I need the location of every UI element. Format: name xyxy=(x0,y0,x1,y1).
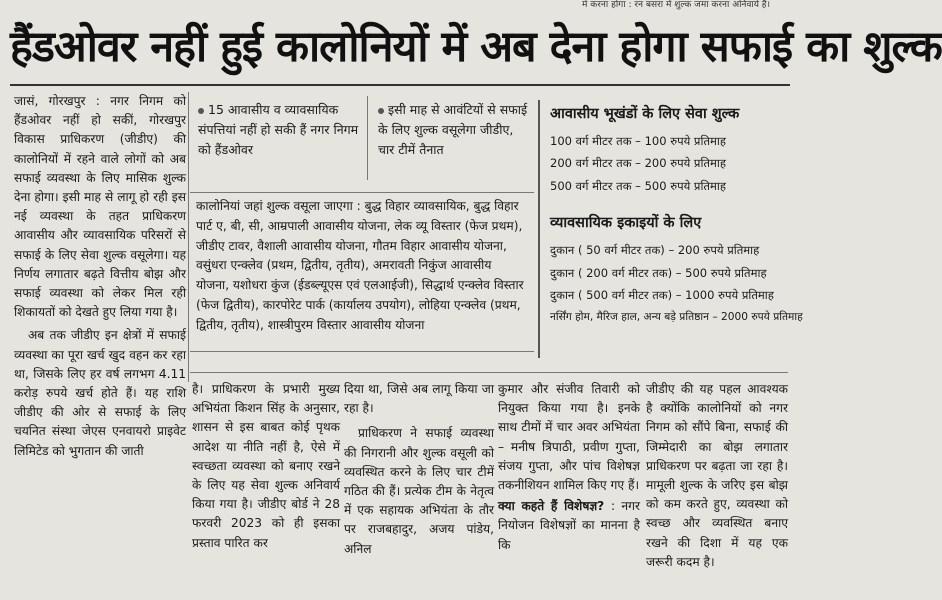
lead-paragraph-1: जासं, गोरखपुर : नगर निगम को हैंडओवर नहीं हो सकीं, गोरखपुर विकास प्राधिकरण (जीडीए) की कालोनियों में रहने वाले लोगों को अब सफाई व्यवस्था के लिए मासिक शुल्क देना होगा। इसी माह से लागू हो रही इस नई व्यवस्था के तहत प्राधिकरण आवासीय और व्यावसायिक परिसरों से सफाई के लिए सेवा शुल्क वसूलेगा। यह निर्णय लगातार बढ़ते वित्तीय बोझ और सफाई व्यवस्था को लेकर मिल रही शिकायतों को देखते हुए लिया गया है। xyxy=(14,94,186,320)
highlight-box-2 xyxy=(372,96,536,180)
body-paragraph: दिया था, जिसे अब लागू किया जा रहा है। xyxy=(344,382,494,416)
highlight-text-1: 15 आवासीय व व्यावसायिक संपत्तियां नहीं हो सकी हैं नगर निगम को हैंडओवर xyxy=(198,102,359,157)
column-divider xyxy=(188,92,189,382)
fee-table-box xyxy=(538,100,803,358)
body-paragraph: है। प्राधिकरण के प्रभारी मुख्य अभियंता किशन सिंह के अनुसार, शासन से इस बाबत कोई पृथक आदेश या नीति नहीं है, ऐसे में स्वच्छता व्यवस्था को बनाए रखने के लिए यह सेवा शुल्क अनिवार्य किया गया है। जीडीए बोर्ड ने 28 फरवरी 2023 को ही इसका प्रस्ताव पारित कर xyxy=(192,382,340,550)
commercial-fee-row: दुकान ( 200 वर्ग मीटर तक) – 500 रुपये प्रतिमाह xyxy=(550,265,767,280)
residential-fee-row: 200 वर्ग मीटर तक – 200 रुपये प्रतिमाह xyxy=(550,156,726,171)
body-paragraph: कुमार और संजीव तिवारी को नियुक्त किया गया है। इनके साथ टीमों में चार अवर अभियंता – मनीष त्रिपाठी, प्रवीण गुप्ता, संजय गुप्ता, और पांच विशेषज्ञ तकनीशियन शामिल किए गए हैं। xyxy=(498,382,640,493)
lead-column xyxy=(14,92,186,600)
body-column-2 xyxy=(344,380,494,600)
body-paragraph: जीडीए की यह पहल आवश्यक है क्योंकि कालोनियों को नगर निगम को सौंपे बिना, सफाई की जिम्मेदारी का बोझ लगातार प्राधिकरण पर बढ़ता जा रहा है। मामूली शुल्क के जरिए इस बोझ को कम करते हुए, व्यवस्था को स्वच्छ और व्यवस्थित बनाए रखने की दिशा में यह एक जरूरी कदम है। xyxy=(646,382,788,569)
expert-subheading xyxy=(498,497,640,555)
body-column-3 xyxy=(498,380,640,600)
body-column-4 xyxy=(646,380,788,600)
highlight-box-1 xyxy=(192,96,368,180)
residential-fee-row: 500 वर्ग मीटर तक – 500 रुपये प्रतिमाह xyxy=(550,178,726,193)
previous-article-clip: मे करना होगा : रन बसरा में शुल्क जमा करना अनिवार्य है। xyxy=(582,0,770,10)
bullet-icon xyxy=(378,108,384,114)
bullet-icon xyxy=(198,108,204,114)
colonies-list-box xyxy=(190,192,534,352)
colonies-text: कालोनियां जहां शुल्क वसूला जाएगा : बुद्ध विहार व्यावसायिक, बुद्ध विहार पार्ट ए, बी, सी, आम्रपाली आवासीय योजना, लेक व्यू विस्तार (फेज प्रथम), जीडीए टावर, वैशाली आवासीय योजना, गौतम विहार आवासीय योजना, वसुंधरा एन्क्लेव (प्रथम, द्वितीय, तृतीय), अमरावती निकुंज आवासीय योजना, यशोधरा कुंज (ईडब्ल्यूएस एवं एलआईजी), सिद्धार्थ एन्क्लेव विस्तार (फेज द्वितीय), कारपोरेट पार्क (कार्यालय उपयोग), लोहिया एन्क्लेव (प्रथम, द्वितीय, तृतीय), शास्त्रीपुरम विस्तार आवासीय योजना xyxy=(196,199,524,332)
body-paragraph: प्राधिकरण ने सफाई व्यवस्था की निगरानी और शुल्क वसूली को व्यवस्थित करने के लिए चार टीमें गठित की हैं। प्रत्येक टीम के नेतृत्व में एक सहायक अभियंता के तौर पर राजबहादुर, अजय पांडेय, अनिल xyxy=(344,426,494,556)
residential-fee-heading: आवासीय भूखंडों के लिए सेवा शुल्क xyxy=(550,106,740,122)
commercial-fee-heading: व्यावसायिक इकाइयों के लिए xyxy=(550,215,702,232)
highlight-text-2: इसी माह से आवंटियों से सफाई के लिए शुल्क वसूलेगा जीडीए, चार टीमें तैनात xyxy=(378,102,528,157)
body-column-1 xyxy=(192,380,340,600)
residential-fee-row: 100 वर्ग मीटर तक – 100 रुपये प्रतिमाह xyxy=(550,134,726,148)
commercial-fee-row: नर्सिंग होम, मैरिज हाल, अन्य बड़े प्रतिष्ठान – 2000 रुपये प्रतिमाह xyxy=(550,311,803,324)
commercial-fee-row: दुकान ( 500 वर्ग मीटर तक) – 1000 रुपये प्रतिमाह xyxy=(550,288,774,303)
expert-subheading-text: : नगर नियोजन विशेषज्ञों का मानना है कि xyxy=(498,499,640,552)
expert-subheading-title: क्या कहते हैं विशेषज्ञ? xyxy=(498,499,605,514)
commercial-fee-row: दुकान ( 50 वर्ग मीटर तक) – 200 रुपये प्रतिमाह xyxy=(550,243,760,258)
headline: हैंडओवर नहीं हुई कालोनियों में अब देना होगा सफाई का शुल्क xyxy=(10,14,790,86)
lead-paragraph-2: अब तक जीडीए इन क्षेत्रों में सफाई व्यवस्था का पूरा खर्च खुद वहन कर रहा था, जिसके लिए हर वर्ष लगभग 4.11 करोड़ रुपये खर्च होते हैं। यह राशि जीडीए की ओर से सफाई के लिए चयनित संस्था जेएस एनवायरो प्राइवेट लिमिटेड को भुगतान की जाती xyxy=(14,328,186,458)
section-divider xyxy=(190,372,788,373)
